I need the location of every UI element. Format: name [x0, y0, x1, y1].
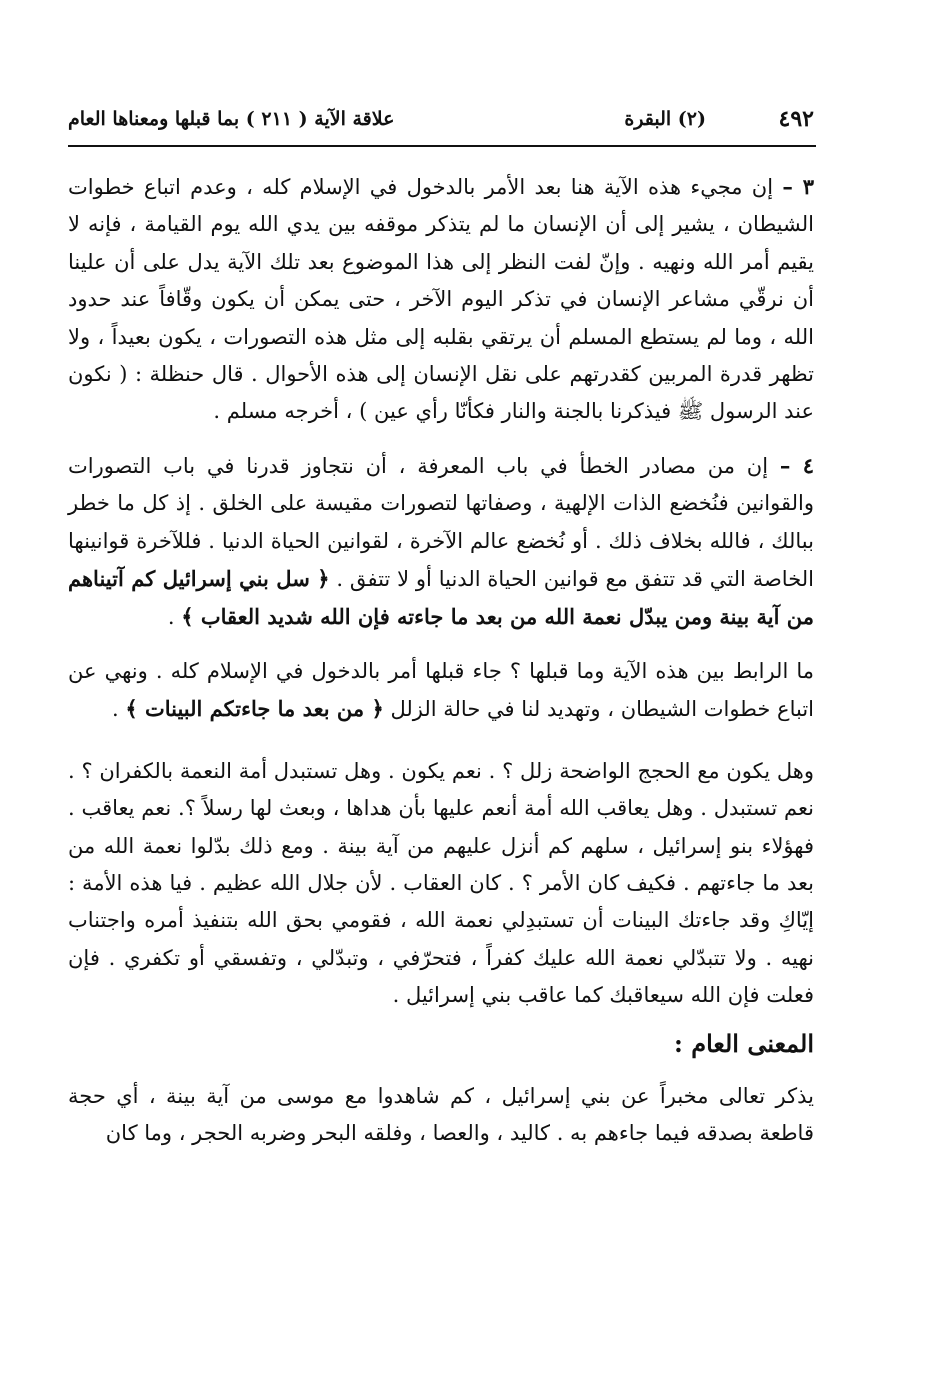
paragraph-end: . [111, 697, 126, 722]
surah-name: (٢) البقرة [624, 108, 706, 130]
section-title: علاقة الآية ( ٢١١ ) بما قبلها ومعناها العام [68, 108, 395, 130]
paragraph-general-meaning [68, 1078, 814, 1153]
paragraph-text: وهل يكون مع الحجج الواضحة زلل ؟ . نعم يكون . وهل تستبدل أمة النعمة بالكفران ؟ . نعم تستبدل . وهل يعاقب الله أمة أنعم عليها بأن هداها ، وبعث لها رسلاً ؟. نعم يعاقب . فهؤلاء بنو إسرائيل ، سلهم كم أنزل عليهم من آية بينة . ومع ذلك بدّلوا نعمة الله من بعد ما جاءتهم . فكيف كان الأمر ؟ . كان العقاب . لأن جلال الله عظيم . فيا هذه الأمة : إيّاكِ وقد جاءتك البينات أن تستبدِلي نعمة الله ، فقومي بحق الله بتنفيذ أمره واجتناب نهيه . ولا تتبدّلي نعمة الله عليك كفراً ، فتحرّفي ، وتبدّلي ، وتفسقي أو تكفري . فإن فعلت فإن الله سيعاقبك كما عاقب بني إسرائيل . [68, 758, 814, 1008]
page-body [68, 168, 814, 1153]
point-number: ٣ – [782, 174, 814, 199]
paragraph-text: ما الرابط بين هذه الآية وما قبلها ؟ جاء قبلها أمر بالدخول في الإسلام كله . ونهي عن اتباع خطوات الشيطان ، وتهديد لنا في حالة الزلل [68, 658, 814, 722]
paragraph-text: يذكر تعالى مخبراً عن بني إسرائيل ، كم شاهدوا مع موسى من آية بينة ، أي حجة قاطعة بصدقه فيما جاءهم به . كاليد ، والعصا ، وفلقه البحر وضربه الحجر ، وما كان [68, 1083, 814, 1146]
paragraph-point-4 [68, 447, 814, 637]
running-header [68, 100, 814, 142]
page-number: ٤٩٢ [778, 106, 814, 132]
paragraph-link [68, 653, 814, 729]
paragraph-reflection [68, 753, 814, 1015]
quran-verse: ﴿ سل بني إسرائيل كم آتيناهم من آية بينة ومن يبدّل نعمة الله من بعد ما جاءته فإن الله شديد العقاب ﴾ [68, 566, 814, 630]
section-heading: المعنى العام : [674, 1028, 814, 1058]
point-number: ٤ – [779, 452, 814, 478]
paragraph-text: إن من مصادر الخطأ في باب المعرفة ، أن نتجاوز قدرنا في باب التصورات والقوانين فنُخضع الذات الإلهية ، وصفاتها لتصورات مقيسة على الخلق . إذ كل ما خطر ببالك ، فالله بخلاف ذلك . أو نُخضع عالم الآخرة ، لقوانين الحياة الدنيا . فللآخرة قوانينها الخاصة التي قد تتفق مع قوانين الحياة الدنيا أو لا تتفق . [68, 453, 814, 592]
paragraph-end: . [167, 605, 182, 630]
quran-verse: ﴿ من بعد ما جاءتكم البينات ﴾ [125, 696, 384, 722]
header-divider [68, 145, 816, 147]
paragraph-text: إن مجيء هذه الآية هنا بعد الأمر بالدخول في الإسلام كله ، وعدم اتباع خطوات الشيطان ، يشير إلى أن الإنسان ما لم يتذكر موقفه بين يدي الله يوم القيامة ، فإنه لا يقيم أمر الله ونهيه . وإنّ لفت النظر إلى هذا الموضوع بعد تلك الآية يدل على أن علينا أن نرقّي مشاعر الإنسان في تذكر اليوم الآخر ، حتى يمكن أن يكون وقّافاً عند حدود الله ، وما لم يستطع المسلم أن يرتقي بقلبه إلى مثل هذه التصورات ، يكون بعيداً ، ولا تظهر قدرة المربين كقدرتهم على نقل الإنسان إلى هذه الأحوال . قال حنظلة : ( نكون عند الرسول ﷺ فيذكرنا بالجنة والنار فكأنّا رأي عين ) ، أخرجه مسلم . [68, 175, 814, 424]
paragraph-point-3 [68, 168, 814, 431]
